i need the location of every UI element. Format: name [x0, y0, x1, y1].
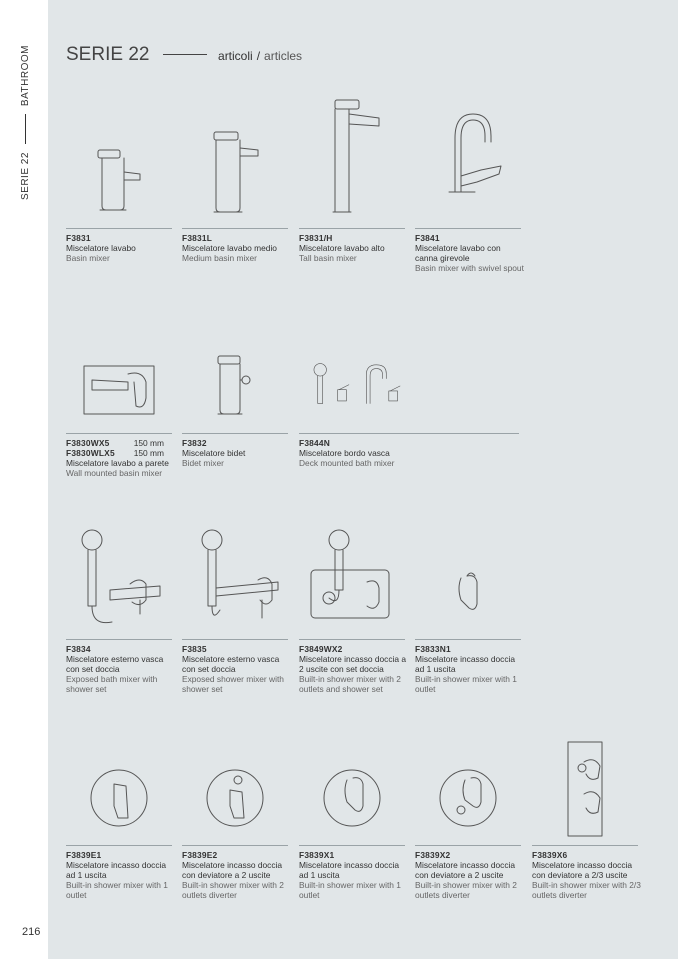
item-divider: [415, 845, 521, 846]
product-name-en: Medium basin mixer: [182, 253, 257, 263]
product-size: 150 mm: [133, 438, 164, 448]
product-code: F3831/H: [299, 233, 333, 243]
round-plate-mixer-icon: [66, 760, 172, 842]
product-code: F3831L: [182, 233, 213, 243]
product-name-it: Miscelatore esterno vasca con set doccia: [182, 654, 280, 674]
item-divider: [299, 433, 519, 434]
product-code: F3834: [66, 644, 91, 654]
item-divider: [182, 639, 288, 640]
side-label: [20, 45, 31, 200]
product-code: F3839X2: [415, 850, 451, 860]
product-code: F3831: [66, 233, 91, 243]
side-category: BATHROOM: [20, 45, 31, 107]
subtitle-it: articoli: [218, 49, 253, 63]
product-code: F3849WX2: [299, 644, 343, 654]
product-name-it: Miscelatore bordo vasca: [299, 448, 390, 458]
item-divider: [66, 228, 172, 229]
sidebar: [0, 0, 48, 959]
product-name-it: Miscelatore lavabo medio: [182, 243, 277, 253]
item-divider: [415, 639, 521, 640]
catalog-page: [48, 0, 678, 959]
item-divider: [182, 845, 288, 846]
subtitle-slash: /: [256, 49, 261, 63]
product-code: F3835: [182, 644, 207, 654]
product-name-en: Tall basin mixer: [299, 253, 357, 263]
product-name-en: Built-in shower mixer with 1 outlet: [415, 674, 517, 694]
title-serie: SERIE: [66, 44, 124, 65]
product-name-it: Miscelatore lavabo con canna girevole: [415, 243, 501, 263]
item-divider: [299, 845, 405, 846]
product-code: F3833N1: [415, 644, 451, 654]
exposed-bath-mixer-icon: [66, 526, 172, 636]
item-divider: [532, 845, 638, 846]
product-name-it: Miscelatore bidet: [182, 448, 246, 458]
product-name-en: Built-in shower mixer with 1 outlet: [299, 880, 401, 900]
product-name-it: Miscelatore lavabo a parete: [66, 458, 169, 468]
title-number: 22: [128, 44, 150, 65]
product-name-it: Miscelatore incasso doccia a 2 uscite con set doccia: [299, 654, 407, 674]
item-divider: [66, 639, 172, 640]
title-rule: [163, 54, 207, 55]
product-code: F3841: [415, 233, 440, 243]
product-code-alt: F3830WLX5: [66, 448, 115, 458]
round-plate-mixer-x-icon: [299, 760, 405, 842]
product-name-en: Bidet mixer: [182, 458, 224, 468]
product-code: F3832: [182, 438, 207, 448]
bidet-mixer-icon: [182, 350, 288, 428]
basin-mixer-icon: [66, 130, 172, 224]
product-name-en: Basin mixer with swivel spout: [415, 263, 524, 273]
built-in-shower-set-icon: [299, 526, 405, 636]
product-code: F3844N: [299, 438, 330, 448]
product-name-it: Miscelatore incasso doccia ad 1 uscita: [299, 860, 400, 880]
product-code: F3839E2: [182, 850, 218, 860]
item-divider: [182, 433, 288, 434]
side-separator: [25, 114, 26, 144]
product-name-en: Deck mounted bath mixer: [299, 458, 395, 468]
product-code: F3830WX5: [66, 438, 110, 448]
product-name-en: Wall mounted basin mixer: [66, 468, 163, 478]
product-name-en: Basin mixer: [66, 253, 110, 263]
round-plate-diverter-icon: [182, 760, 288, 842]
item-divider: [415, 228, 521, 229]
product-name-en: Built-in shower mixer with 2/3 outlets diverter: [532, 880, 641, 900]
product-name-en: Built-in shower mixer with 2 outlets and shower set: [299, 674, 401, 694]
product-name-it: Miscelatore incasso doccia con deviatore a 2/3 uscite: [532, 860, 633, 880]
product-name-it: Miscelatore esterno vasca con set doccia: [66, 654, 164, 674]
product-code: F3839X1: [299, 850, 335, 860]
medium-basin-mixer-icon: [182, 120, 288, 224]
product-name-it: Miscelatore lavabo: [66, 243, 136, 253]
page-title: [66, 44, 302, 66]
round-plate-diverter-x-icon: [415, 760, 521, 842]
product-name-en: Exposed shower mixer with shower set: [182, 674, 284, 694]
product-code: F3839E1: [66, 850, 102, 860]
product-name-it: Miscelatore incasso doccia con deviatore a 2 uscite: [182, 860, 283, 880]
product-name-en: Built-in shower mixer with 2 outlets diverter: [415, 880, 517, 900]
exposed-shower-mixer-icon: [182, 526, 288, 636]
side-series: SERIE 22: [20, 152, 31, 200]
deck-bath-mixer-icon: [299, 344, 405, 428]
subtitle-en: articles: [264, 49, 303, 63]
product-name-en: Exposed bath mixer with shower set: [66, 674, 158, 694]
swivel-spout-mixer-icon: [415, 108, 521, 224]
product-name-it: Miscelatore incasso doccia ad 1 uscita: [415, 654, 516, 674]
item-divider: [66, 433, 172, 434]
tall-basin-mixer-icon: [299, 96, 405, 224]
item-divider: [66, 845, 172, 846]
code-row-2: [66, 448, 164, 458]
rectangular-plate-diverter-icon: [532, 738, 638, 842]
item-divider: [182, 228, 288, 229]
product-code: F3839X6: [532, 850, 568, 860]
built-in-mixer-1-outlet-icon: [415, 560, 521, 636]
item-divider: [299, 228, 405, 229]
wall-basin-mixer-icon: [66, 352, 172, 428]
product-name-it: Miscelatore incasso doccia ad 1 uscita: [66, 860, 167, 880]
product-name-it: Miscelatore incasso doccia con deviatore a 2 uscite: [415, 860, 516, 880]
page-number: 216: [22, 926, 41, 938]
item-divider: [299, 639, 405, 640]
product-name-en: Built-in shower mixer with 1 outlet: [66, 880, 168, 900]
product-name-en: Built-in shower mixer with 2 outlets diverter: [182, 880, 284, 900]
product-size-alt: 150 mm: [133, 448, 164, 458]
code-row-1: [66, 438, 164, 448]
product-name-it: Miscelatore lavabo alto: [299, 243, 385, 253]
